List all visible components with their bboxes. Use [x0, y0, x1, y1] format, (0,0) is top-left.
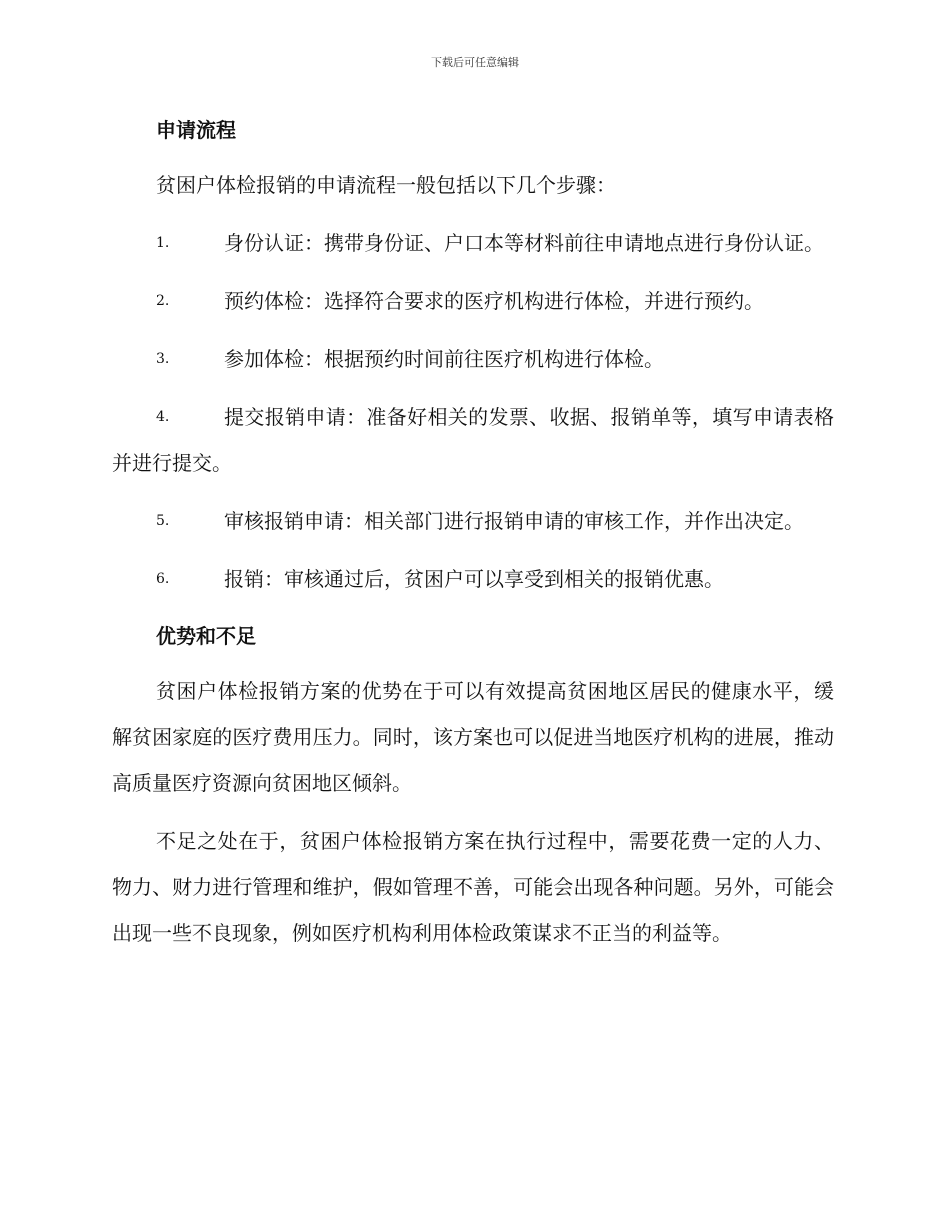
- step-item: [112, 394, 834, 486]
- document-body: [112, 108, 834, 956]
- step-number: 2.: [156, 293, 170, 309]
- step-item: [112, 278, 834, 324]
- step-number: 3.: [156, 351, 170, 367]
- step-number: 6.: [156, 571, 170, 587]
- step-item: [112, 220, 834, 266]
- step-text: 参加体检：根据预约时间前往医疗机构进行体检。: [224, 347, 664, 371]
- header-note: 下载后可任意编辑: [431, 56, 519, 69]
- step-item: [112, 336, 834, 382]
- pros-paragraph: 贫困户体检报销方案的优势在于可以有效提高贫困地区居民的健康水平，缓解贫困家庭的医疗费用压力。同时，该方案也可以促进当地医疗机构的进展，推动高质量医疗资源向贫困地区倾斜。: [112, 679, 834, 795]
- step-number: 1.: [156, 235, 170, 251]
- step-text: 身份认证：携带身份证、户口本等材料前往申请地点进行身份认证。: [224, 231, 824, 255]
- step-text: 报销：审核通过后，贫困户可以享受到相关的报销优惠。: [224, 567, 724, 591]
- step-text: 审核报销申请：相关部门进行报销申请的审核工作，并作出决定。: [224, 509, 804, 533]
- process-intro: 贫困户体检报销的申请流程一般包括以下几个步骤：: [156, 173, 616, 197]
- cons-paragraph: 不足之处在于，贫困户体检报销方案在执行过程中，需要花费一定的人力、物力、财力进行管理和维护，假如管理不善，可能会出现各种问题。另外，可能会出现一些不良现象，例如医疗机构利用体检政策谋求不正当的利益等。: [112, 829, 834, 945]
- step-number: 4.: [156, 409, 170, 425]
- step-text: 提交报销申请：准备好相关的发票、收据、报销单等，填写申请表格并进行提交。: [112, 405, 834, 475]
- step-item: [112, 556, 834, 602]
- step-item: [112, 498, 834, 544]
- section-title-pros-cons: 优势和不足: [156, 624, 256, 648]
- section-title-process: 申请流程: [156, 118, 236, 142]
- step-text: 预约体检：选择符合要求的医疗机构进行体检，并进行预约。: [224, 289, 764, 313]
- step-number: 5.: [156, 513, 170, 529]
